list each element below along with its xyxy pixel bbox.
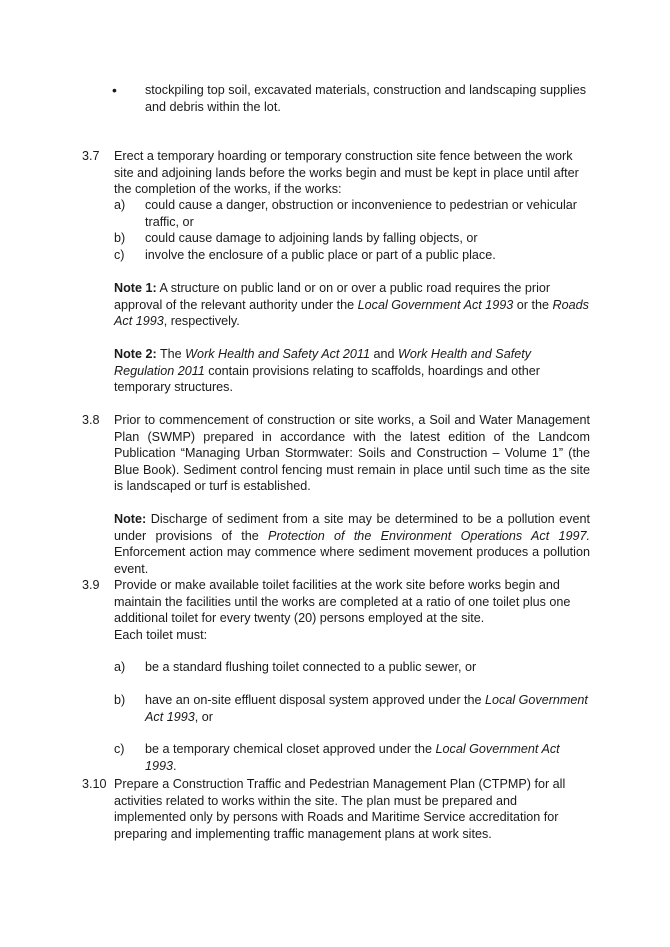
section-3-7-intro: Erect a temporary hoarding or temporary construction site fence between the work site and adjoining lands before the works begin and must be kept in place until after the completion of the works, if the works: [114,149,579,197]
item-text-part: have an on-site effluent disposal system approved under the [145,693,486,707]
item-text [145,741,590,774]
item-label: c) [114,742,125,756]
note-1-text: A structure on public land or on or over a public road requires the prior approval of the relevant authority under the [114,281,551,312]
item-text: involve the enclosure of a public place or part of a public place. [145,248,496,262]
item-label: c) [114,248,125,262]
note-2-text: contain provisions relating to scaffolds, hoardings and other temporary structures. [114,363,540,395]
item-text: be a standard flushing toilet connected to a public sewer, or [145,660,477,674]
bullet-text: stockpiling top soil, excavated materials, construction and landscaping supplies and debris within the lot. [145,83,587,114]
item-label: a) [114,660,126,674]
note-2-label: Note 2: [114,347,157,361]
act-title: Work Health and Safety Act 2011 [185,347,370,361]
item-label: a) [114,198,126,212]
item-label: b) [114,231,126,245]
note-3-8 [114,511,590,577]
note-1-text: , respectively. [163,314,240,329]
note-text: Enforcement action may commence where sediment movement produces a pollution event. [114,545,590,576]
act-title: Local Government Act 1993 [357,297,514,312]
act-title: Local Government Act 1993 [145,693,588,724]
note-2-text: The [156,347,186,361]
item-text [145,692,590,725]
item-text-part: , or [194,709,213,724]
act-title: Local Government Act 1993 [145,742,560,773]
section-3-9-each: Each toilet must: [114,628,208,642]
note-text: Discharge of sediment from a site may be determined to be a pollution event under provisions of the [114,512,590,543]
item-label: b) [114,693,126,707]
item-text-part: . [173,758,177,773]
bullet-marker: • [112,82,117,98]
item-text: could cause a danger, obstruction or inconvenience to pedestrian or vehicular traffic, or [145,198,577,229]
act-title: Work Health and Safety Regulation 2011 [114,347,531,378]
item-text: could cause damage to adjoining lands by falling objects, or [145,231,478,245]
section-number-3-9: 3.9 [82,578,100,592]
section-number-3-8: 3.8 [82,413,100,427]
section-3-8-text: Prior to commencement of construction or site works, a Soil and Water Management Plan (SWMP) prepared in accordance with the latest edition of the Landcom Publication “Managing Urban Stormwater: Soils and Construction – Volume 1” (the Blue Book). Sediment control fencing must remain in place until such time as the site is landscaped or turf is established. [114,413,590,494]
note-1 [114,280,590,330]
note-2-text: and [369,347,398,361]
section-number-3-10: 3.10 [82,777,107,791]
section-3-10-text: Prepare a Construction Traffic and Pedestrian Management Plan (CTPMP) for all activities related to works within the site. The plan must be prepared and implemented only by persons with Roads and Maritime Service accreditation for preparing and implementing traffic management plans at work sites. [114,777,566,841]
section-3-9-intro: Provide or make available toilet facilities at the work site before works begin and maintain the facilities until the works are completed at a ratio of one toilet plus one additional toilet for every twenty (20) persons employed at the site. [114,578,571,626]
note-1-label: Note 1: [114,281,157,295]
note-1-text: or the [513,297,553,312]
section-number-3-7: 3.7 [82,149,100,163]
note-2 [114,346,590,396]
act-title: Roads Act 1993 [114,297,589,329]
item-text-part: be a temporary chemical closet approved under the [145,742,436,756]
act-title: Protection of the Environment Operations Act 1997. [268,528,590,543]
note-label: Note: [114,512,147,526]
